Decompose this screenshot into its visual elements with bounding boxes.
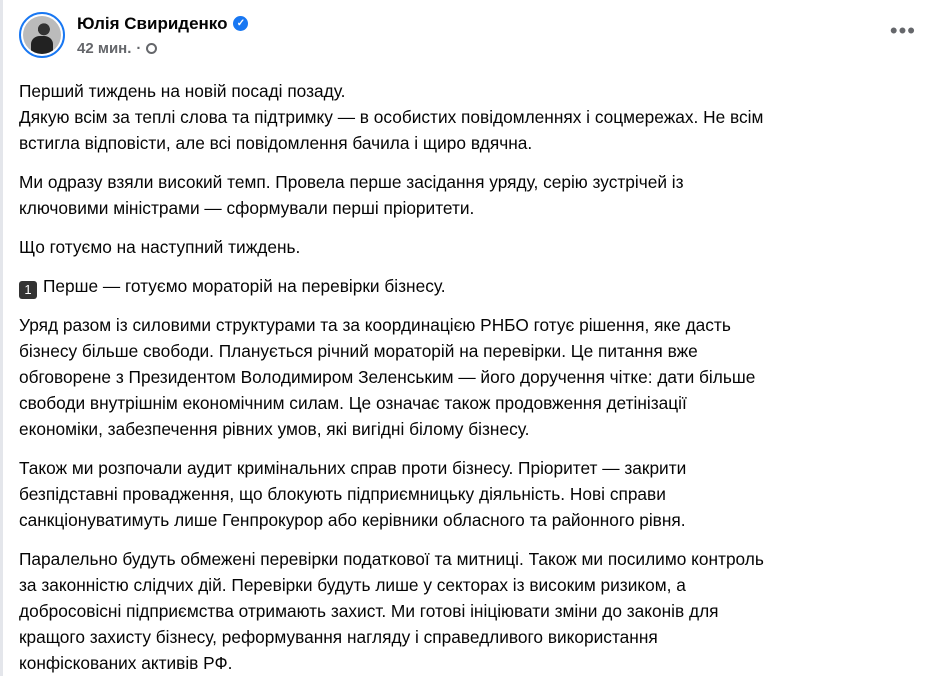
text: Ми одразу взяли високий темп. Провела перше засідання уряду, серію зустрічей із: [19, 172, 684, 192]
post-paragraph: [19, 312, 919, 442]
post-paragraph: [19, 455, 919, 533]
text: конфіскованих активів РФ.: [19, 653, 233, 673]
post-paragraph: [19, 273, 919, 299]
text: свободи внутрішнім економічним силам. Це означає також продовження детінізації: [19, 393, 687, 413]
left-edge: [0, 0, 3, 676]
text-line: [19, 507, 919, 533]
text-line: [19, 390, 919, 416]
avatar-image: [23, 16, 61, 54]
text: Також ми розпочали аудит кримінальних справ проти бізнесу. Пріоритет — закрити: [19, 458, 687, 478]
text: Що готуємо на наступний тиждень.: [19, 237, 301, 257]
text-line: [19, 624, 919, 650]
text-line: [19, 455, 919, 481]
verified-badge-icon: ✓: [233, 16, 248, 31]
text: санкціонуватимуть лише Генпрокурор або керівники обласного та районного рівня.: [19, 510, 686, 530]
text: встигла відповісти, але всі повідомлення бачила і щиро вдячна.: [19, 133, 533, 153]
more-options-button[interactable]: •••: [889, 18, 916, 43]
keycap-one-icon: 1: [19, 281, 37, 299]
text-line: [19, 234, 919, 260]
text: ключовими міністрами — сформували перші пріоритети.: [19, 198, 475, 218]
text-line: [19, 416, 919, 442]
text: економіки, забезпечення рівних умов, які вигідні білому бізнесу.: [19, 419, 530, 439]
text-line: [19, 364, 919, 390]
text-line: [19, 169, 919, 195]
post-paragraph: [19, 234, 919, 260]
text: Дякую всім за теплі слова та підтримку — в особистих повідомленнях і соцмережах. Не всім: [19, 107, 764, 127]
post-time[interactable]: 42 мин.: [77, 39, 132, 57]
post-paragraph: [19, 546, 919, 676]
text: безпідставні провадження, що блокують підприємницьку діяльність. Нові справи: [19, 484, 666, 504]
post-paragraph: [19, 78, 919, 156]
text: Перший тиждень на новій посаді позаду.: [19, 81, 346, 101]
text: добросовісні підприємства отримають захист. Ми готові ініціювати зміни до законів для: [19, 601, 719, 621]
post-body: [19, 78, 919, 689]
text-line: [19, 273, 919, 299]
text: Паралельно будуть обмежені перевірки податкової та митниці. Також ми посилимо контроль: [19, 549, 764, 569]
text-line: [19, 104, 919, 130]
text-line: [19, 546, 919, 572]
author-name[interactable]: Юлія Свириденко: [77, 13, 228, 33]
text-line: [19, 650, 919, 676]
text-line: [19, 338, 919, 364]
text: Перше — готуємо мораторій на перевірки бізнесу.: [43, 276, 446, 296]
avatar[interactable]: [19, 12, 65, 58]
globe-icon: [146, 43, 157, 54]
text-line: [19, 195, 919, 221]
text: за законністю слідчих дій. Перевірки будуть лише у секторах із високим ризиком, а: [19, 575, 686, 595]
text-line: [19, 78, 919, 104]
text-line: [19, 312, 919, 338]
text-line: [19, 481, 919, 507]
text-line: [19, 572, 919, 598]
text: кращого захисту бізнесу, реформування нагляду і справедливого використання: [19, 627, 658, 647]
separator: ·: [136, 39, 142, 57]
text: обговорене з Президентом Володимиром Зеленським — його доручення чітке: дати більше: [19, 367, 756, 387]
text: Уряд разом із силовими структурами та за координацією РНБО готує рішення, яке дасть: [19, 315, 731, 335]
text: бізнесу більше свободи. Планується річний мораторій на перевірки. Це питання вже: [19, 341, 698, 361]
text-line: [19, 598, 919, 624]
post-header: [19, 12, 248, 58]
text-line: [19, 130, 919, 156]
post-paragraph: [19, 169, 919, 221]
